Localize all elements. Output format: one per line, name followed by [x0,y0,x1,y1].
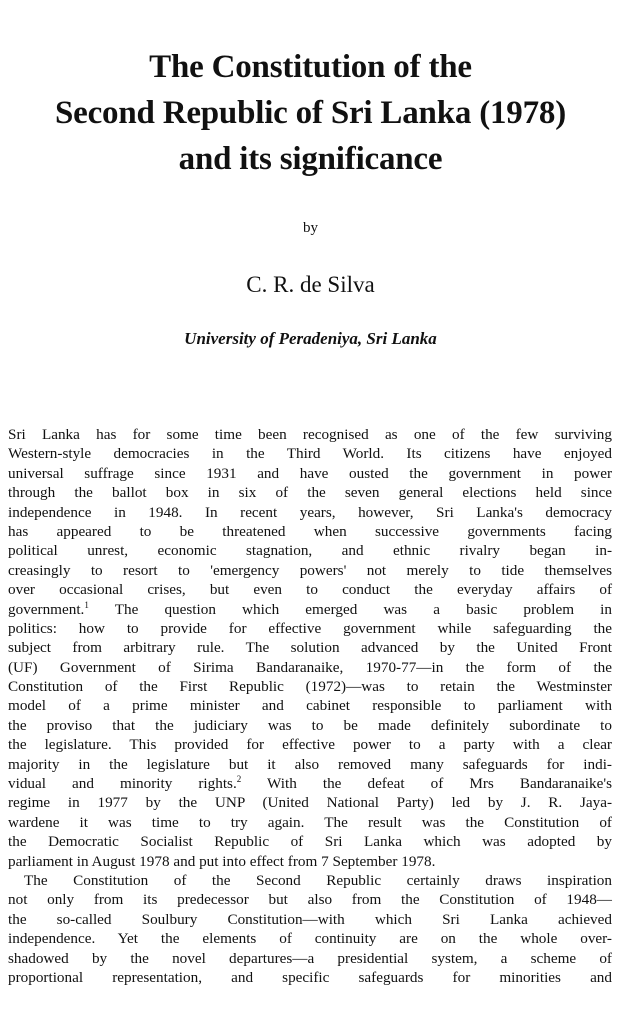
title-line: The Constitution of the [149,49,472,85]
text-line: independence. Yet the elements of continuity are on the whole over- [8,930,612,948]
text-line: politics: how to provide for effective government while safeguarding the [8,619,612,637]
text-line: the so-called Soulbury Constitution—with which Sri Lanka achieved [8,910,612,928]
text-segment: vidual and minority rights. [8,775,237,793]
text-line: has appeared to be threatened when successive governments facing [8,522,612,540]
article-body [8,425,612,987]
text-line: the Democratic Socialist Republic of Sri Lanka which was adopted by [8,833,612,851]
paragraph-2 [8,871,612,987]
text-line: regime in 1977 by the UNP (United National Party) led by J. R. Jaya- [8,794,612,812]
text-line: subject from arbitrary rule. The solution advanced by the United Front [8,639,612,657]
text-line: the proviso that the judiciary was to be made definitely subordinate to [8,716,612,734]
text-line: through the ballot box in six of the seven general elections held since [8,484,612,502]
text-line: over occasional crises, but even to conduct the everyday affairs of [8,581,612,599]
text-line: Western-style democracies in the Third World. Its citizens have enjoyed [8,445,612,463]
text-segment: The question which emerged was a basic problem in [88,600,612,618]
text-segment: government. [8,600,85,618]
title-line: and its significance [178,141,443,177]
text-line: wardene it was time to try again. The result was the Constitution of [8,813,612,831]
article-title [0,44,621,182]
text-line: proportional representation, and specific safeguards for minorities and [8,968,612,986]
text-line: parliament in August 1978 and put into effect from 7 September 1978. [8,852,436,870]
text-line [8,600,612,619]
text-line: creasingly to resort to 'emergency powers' not merely to tide themselves [8,561,612,579]
text-line: (UF) Government of Sirima Bandaranaike, 1970-77—in the form of the [8,658,612,676]
author-affiliation: University of Peradeniya, Sri Lanka [184,329,437,348]
text-line: shadowed by the novel departures—a presidential system, a scheme of [8,949,612,967]
text-line: Constitution of the First Republic (1972)—was to retain the Westminster [8,678,612,696]
text-line: The Constitution of the Second Republic certainly draws inspiration [24,871,612,889]
footnote-ref-1: 1 [84,599,89,610]
text-line: independence in 1948. In recent years, however, Sri Lanka's democracy [8,503,612,521]
footnote-ref-2: 2 [236,773,242,784]
text-line: Sri Lanka has for some time been recognised as one of the few surviving [8,426,612,443]
author-name: C. R. de Silva [246,272,375,297]
text-segment: With the defeat of Mrs Bandaranaike's [241,775,612,793]
text-line [8,774,612,793]
text-line: majority in the legislature but it also removed many safeguards for indi- [8,755,612,773]
title-line: Second Republic of Sri Lanka (1978) [55,95,566,131]
text-line: political unrest, economic stagnation, and ethnic rivalry began in- [8,542,612,560]
paragraph-1 [8,425,612,871]
text-line: universal suffrage since 1931 and have ousted the government in power [8,464,612,482]
byline: by [303,220,318,236]
text-line: model of a prime minister and cabinet responsible to parliament with [8,697,612,715]
text-line: the legislature. This provided for effective power to a party with a clear [8,736,612,754]
text-line: not only from its predecessor but also from the Constitution of 1948— [8,891,612,909]
